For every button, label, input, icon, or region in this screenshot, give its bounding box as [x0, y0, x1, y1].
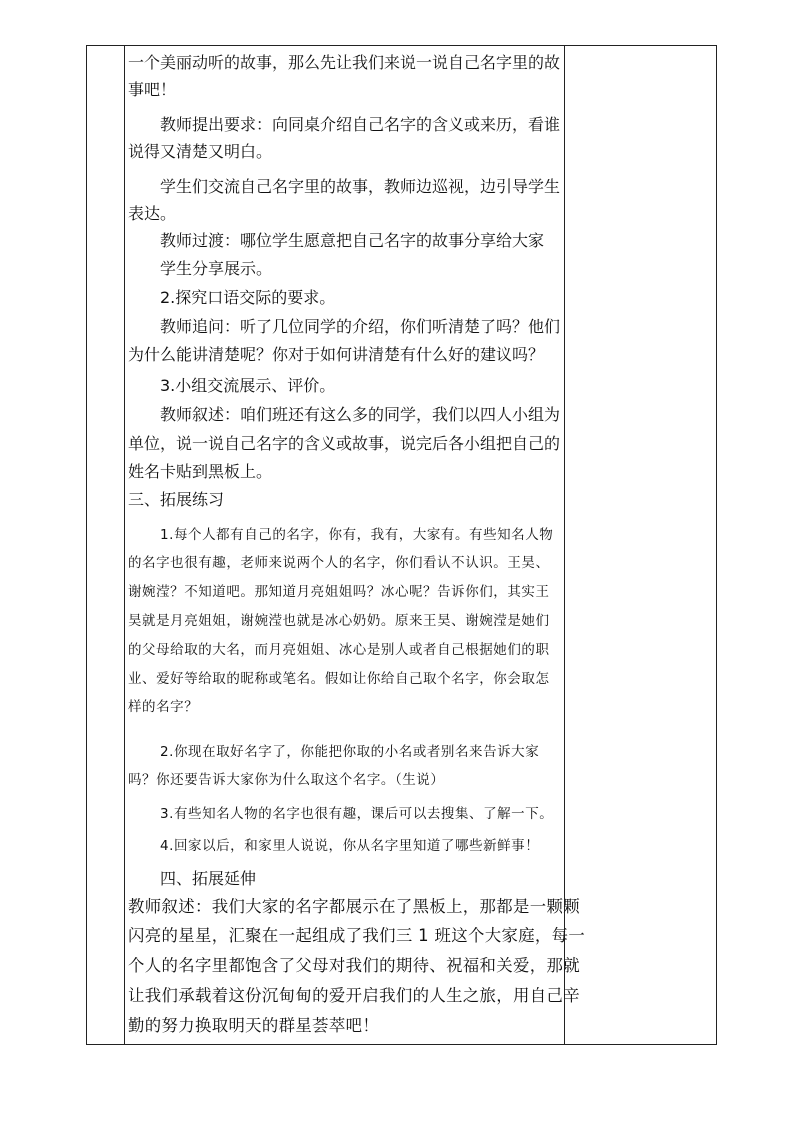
text-line: 教师叙述：咱们班还有这么多的同学，我们以四人小组为 [160, 405, 561, 424]
text-line: 表达。 [128, 204, 177, 223]
text-line: 4.回家以后，和家里人说说，你从名字里知道了哪些新鲜事！ [160, 838, 540, 854]
section-heading: 四、拓展延伸 [160, 869, 257, 888]
text-line: 1.每个人都有自己的名字，你有，我有，大家有。有些知名人物 [160, 527, 554, 543]
text-line: 学生们交流自己名字里的故事，教师边巡视，边引导学生 [160, 177, 561, 196]
text-line: 教师叙述：我们大家的名字都展示在了黑板上，那都是一颗颗 [128, 897, 580, 916]
text-line: 说得又清楚又明白。 [128, 142, 273, 161]
text-line: 的父母给取的大名，而月亮姐姐、冰心是别人或者自己根据她们的职 [128, 642, 550, 658]
text-line: 闪亮的星星，汇聚在一起组成了我们三 1 班这个大家庭，每一 [128, 926, 586, 945]
text-line: 吗？你还要告诉大家你为什么取这个名字。（生说） [128, 772, 445, 788]
text-line: 的名字也很有趣，老师来说两个人的名字，你们看认不认识。王昊、 [128, 555, 550, 571]
text-line: 教师提出要求：向同桌介绍自己名字的含义或来历，看谁 [160, 115, 561, 134]
text-line: 个人的名字里都饱含了父母对我们的期待、祝福和关爱，那就 [128, 956, 580, 975]
text-line: 单位，说一说自己名字的含义或故事，说完后各小组把自己的 [128, 434, 561, 453]
text-line: 勤的努力换取明天的群星荟萃吧！ [128, 1016, 380, 1035]
column-divider [564, 46, 565, 1044]
text-line: 事吧！ [128, 80, 177, 99]
text-line: 业、爱好等给取的昵称或笔名。假如让你给自己取个名字，你会取怎 [128, 671, 550, 687]
text-line: 2.你现在取好名字了，你能把你取的小名或者别名来告诉大家 [160, 744, 540, 760]
text-line: 姓名卡贴到黑板上。 [128, 462, 273, 481]
text-line: 昊就是月亮姐姐，谢婉滢也就是冰心奶奶。原来王昊、谢婉滢是她们 [128, 613, 550, 629]
text-line: 3.小组交流展示、评价。 [160, 376, 336, 395]
text-line: 学生分享展示。 [160, 259, 273, 278]
text-line: 2.探究口语交际的要求。 [160, 288, 336, 307]
column-divider [124, 46, 125, 1044]
text-line: 3.有些知名人物的名字也很有趣，课后可以去搜集、了解一下。 [160, 806, 554, 822]
text-line: 一个美丽动听的故事，那么先让我们来说一说自己名字里的故 [128, 53, 561, 72]
section-heading: 三、拓展练习 [128, 490, 225, 509]
text-line: 为什么能讲清楚呢？你对于如何讲清楚有什么好的建议吗？ [128, 345, 545, 364]
text-line: 教师追问：听了几位同学的介绍，你们听清楚了吗？他们 [160, 317, 561, 336]
text-line: 样的名字？ [128, 699, 199, 715]
text-line: 教师过渡：哪位学生愿意把自己名字的故事分享给大家 [160, 231, 545, 250]
text-line: 谢婉滢？不知道吧。那知道月亮姐姐吗？冰心呢？告诉你们，其实王 [128, 584, 550, 600]
text-line: 让我们承载着这份沉甸甸的爱开启我们的人生之旅，用自己辛 [128, 986, 580, 1005]
